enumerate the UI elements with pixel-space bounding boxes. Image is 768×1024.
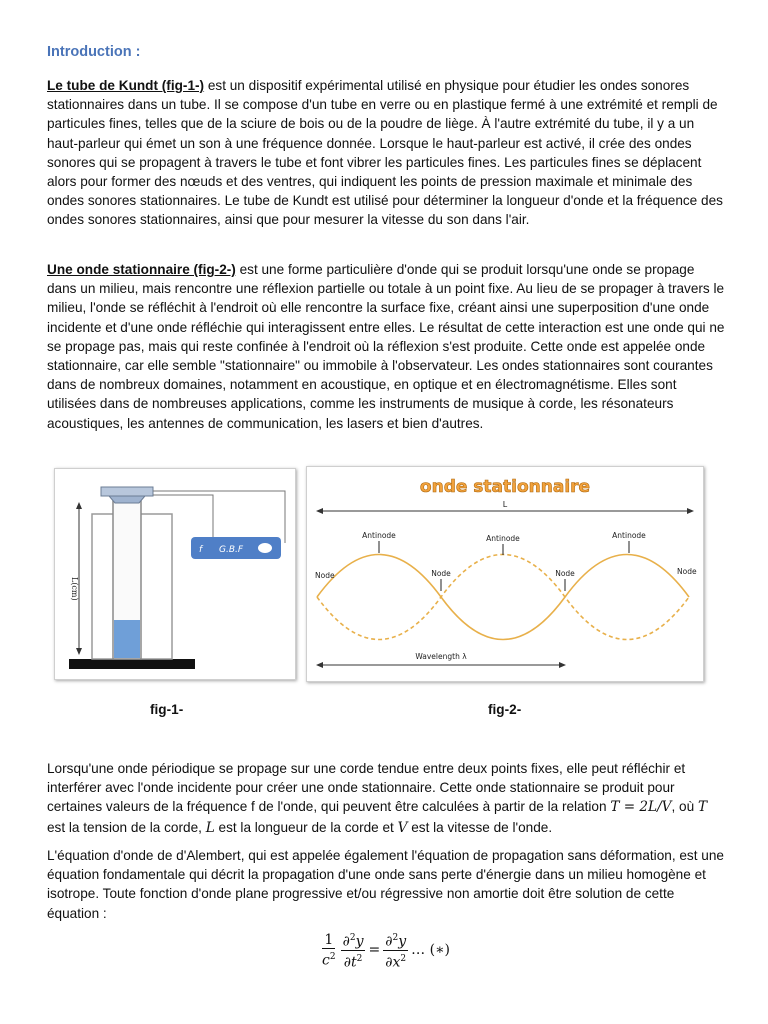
antinode-label-2: Antinode [486, 534, 520, 543]
antinode-label-1: Antinode [362, 531, 396, 540]
string-wave-text-2: , où [671, 799, 698, 815]
var-v: V [397, 819, 408, 836]
wire-top [153, 491, 285, 543]
length-label: L(cm) [70, 577, 79, 601]
eq-c: c [322, 952, 330, 969]
speaker-icon [101, 487, 153, 496]
node-label-2: Node [555, 569, 575, 578]
string-wave-text-5: est la vitesse de l'onde. [407, 819, 553, 835]
string-wave-text-1: Lorsqu'une onde périodique se propage sur une corde tendue entre deux points fixes, elle peut réfléchir et interférer avec l'onde incidente pour créer une onde stationnaire. Cette onde stationnaire se produit pour certaines valeurs de la fréquence f de l'onde, qui peuvent être calculées à partir de la relation [47, 761, 686, 815]
var-t: T [697, 799, 708, 816]
string-wave-text-4: est la longueur de la corde et [214, 819, 398, 835]
arrow-head-right [687, 508, 694, 514]
arrow-head-left [316, 508, 323, 514]
standing-wave-term: Une onde stationnaire (fig-2-) [47, 262, 236, 277]
standing-wave-title: onde stationnaire [419, 477, 591, 497]
figure-2-caption: fig-2- [488, 702, 522, 717]
node-label-1: Node [431, 569, 451, 578]
gbf-label: G.B.F [219, 545, 244, 555]
fraction-one-over-c2: $\frac{1}{c^2}$ [322, 931, 336, 969]
eq-equals: = [368, 942, 381, 959]
eq-partial-x: ∂x [385, 954, 401, 971]
node-label-right: Node [677, 567, 697, 576]
wavelength-label: Wavelength λ [415, 652, 467, 661]
paragraph-standing-wave [47, 260, 727, 433]
speaker-cone [109, 496, 145, 503]
eq-partial-t: ∂t [343, 954, 357, 971]
kundt-tube-text: est un dispositif expérimental utilisé en physique pour étudier les ondes sonores stationnaires dans un tube. Il se compose d'un tube en verre ou en plastique fermé à une extrémité et rempli de particules fines, telles que de la sciure de bois ou de la poudre de liège. À l'autre extrémité du tube, il y a un haut-parleur qui émet un son à une fréquence donnée. Lorsque le haut-parleur est activé, il crée des ondes sonores qui se propagent à travers le tube et font vibrer les particules fines. Les particules fines se déplacent alors pour former des nœuds et des ventres, qui indiquent les points de pression maximale et minimale des ondes sonores stationnaires. Le tube de Kundt est utilisé pour déterminer la longueur d'onde et la fréquence des ondes sonores stationnaires, ainsi que pour mesurer la vitesse du son dans l'air. [47, 78, 723, 228]
standing-wave-text: est une forme particulière d'onde qui se produit lorsqu'une onde se propage dans un milieu, mais rencontre une réflexion partielle ou totale à un point fixe. Au lieu de se propager à travers le milieu, l'onde se réfléchit à l'endroit où elle rencontre la surface fixe, créant ainsi une superposition d'une onde incidente et d'une onde réfléchie qui interagissent entre elles. Le résultat de cette interaction est une onde qui ne se propage pas, mais qui reste confinée à l'endroit où la réflexion s'est produite. Cette onde est appelée onde stationnaire, car elle semble "stationnaire" ou immobile à l'observateur. Les ondes stationnaires sont courantes dans de nombreux domaines, notamment en acoustique, en optique et en électromagnétisme. Elles sont utilisées dans de nombreuses applications, comme les instruments de musique à corde, les résonateurs acoustiques, les antennes de communication, les lasers et bien d'autres. [47, 262, 725, 431]
stand-base [69, 659, 195, 669]
wave-equation [320, 930, 450, 970]
var-l: L [205, 819, 215, 836]
fraction-d2y-dx2: $\frac{\partial^2y}{\partial x^2}$ [383, 930, 408, 970]
gbf-frequency-label: f [199, 545, 203, 555]
wire-bottom [153, 495, 213, 543]
eq-partial-1: ∂ [342, 933, 350, 950]
section-heading: Introduction : [47, 44, 141, 60]
eq-one: 1 [324, 931, 334, 948]
wave-solid [317, 555, 689, 640]
paragraph-kundt-tube [47, 76, 727, 230]
eq-y-1: y [355, 933, 364, 950]
wave-dashed [317, 555, 689, 640]
relation-formula: T = 2L/V [610, 799, 672, 816]
gbf-knob [258, 543, 272, 553]
eq-partial-2: ∂ [385, 933, 393, 950]
antinode-label-3: Antinode [612, 531, 646, 540]
eq-y-2: y [398, 933, 407, 950]
length-label: L [502, 500, 508, 509]
kundt-tube-diagram [55, 469, 295, 679]
string-wave-text-3: est la tension de la corde, [47, 819, 206, 835]
wl-arrow-head-left [316, 662, 323, 668]
standing-wave-diagram [307, 467, 703, 681]
paragraph-dalembert: L'équation d'onde de d'Alembert, qui est appelée également l'équation de propagation sans déformation, est une équation fondamentale qui décrit la propagation d'une onde sans perte d'énergie dans un milieu homogène et isotrope. Toute fonction d'onde plane progressive et/ou régressive non amortie doit être solution de cette équation : [47, 848, 724, 921]
node-label-left: Node [315, 571, 335, 580]
paragraph-string-wave [47, 759, 727, 838]
figure-1-kundt-tube [54, 468, 296, 680]
kundt-tube-term: Le tube de Kundt (fig-1-) [47, 78, 205, 93]
arrow-head-bottom [76, 648, 82, 655]
water-column [114, 620, 140, 658]
fraction-d2y-dt2: $\frac{\partial^2y}{\partial t^2}$ [341, 930, 366, 970]
figure-2-standing-wave [306, 466, 704, 682]
figure-1-caption: fig-1- [150, 702, 184, 717]
arrow-head-top [76, 502, 82, 509]
wl-arrow-head-right [559, 662, 566, 668]
eq-tail: … (∗) [411, 942, 451, 959]
